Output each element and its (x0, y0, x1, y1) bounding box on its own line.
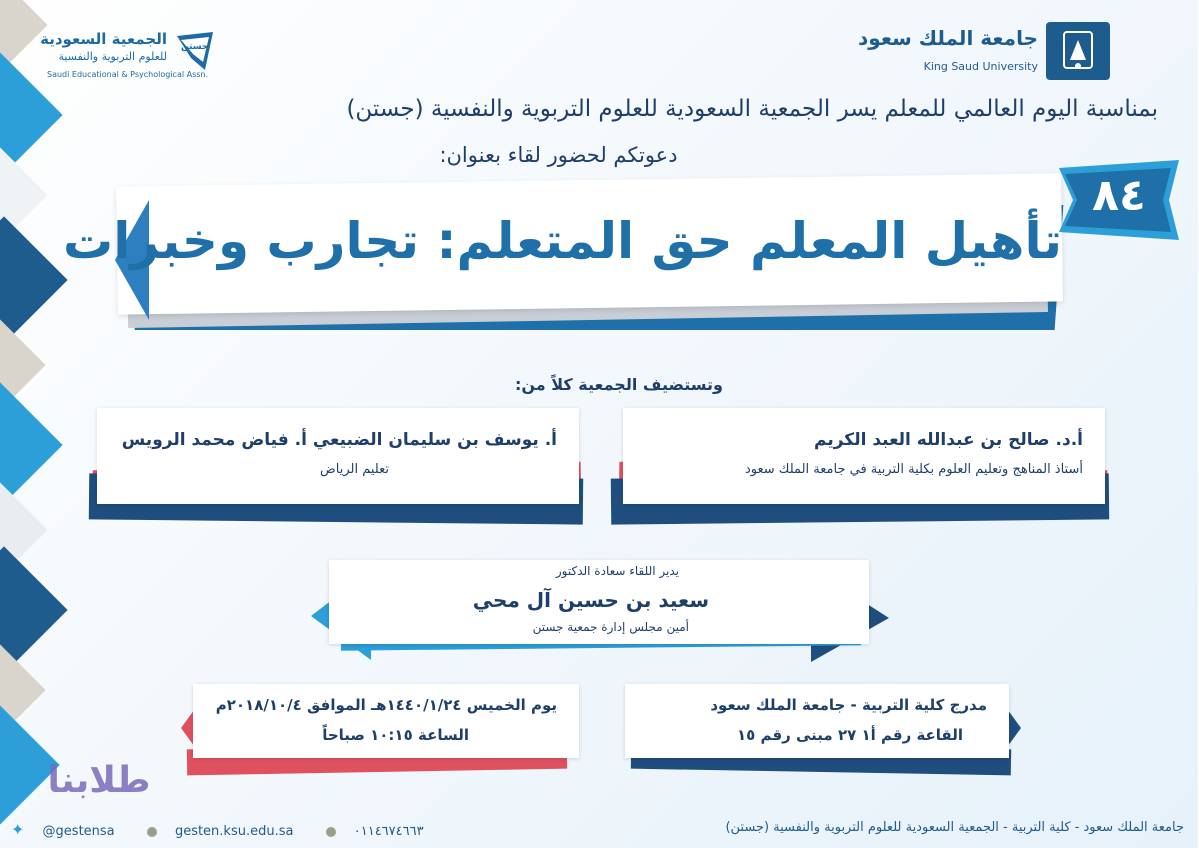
datetime-line-2: الساعة ١٠:١٥ صباحاً (323, 726, 470, 744)
footer-contacts (12, 820, 453, 839)
event-title: تأهيل المعلم حق المتعلم: تجارب وخبرات (64, 212, 1063, 270)
gesten-name-line-2: للعلوم التربوية والنفسية (59, 50, 168, 63)
gesten-mark-text: جستن (182, 42, 210, 52)
twitter-handle: @gestensa (43, 824, 116, 839)
gesten-emblem-icon (172, 28, 220, 74)
phone-dot-icon (327, 827, 337, 837)
ksu-logo (859, 22, 1111, 82)
ksu-name: جامعة الملك سعود (859, 26, 1039, 50)
speaker-1-name: أ.د. صالح بن عبدالله العبد الكريم (815, 430, 1084, 450)
moderator-panel (330, 560, 870, 644)
speaker-2-card (88, 406, 588, 528)
moderator-card (312, 560, 892, 660)
moderator-name: سعيد بن حسين آل محي (473, 588, 710, 612)
twitter-icon: ✦ (12, 820, 26, 839)
speaker-1-panel (624, 408, 1106, 504)
moderator-label: يدير اللقاء سعادة الدكتور (556, 564, 680, 578)
gesten-name-line-1: الجمعية السعودية (41, 30, 168, 48)
phone-number: ٠١١٤٦٧٤٦٦٣ (354, 824, 425, 839)
speaker-2-names: أ. يوسف بن سليمان الضبيعي أ. فياض محمد الرويس (122, 430, 558, 450)
watermark-text: طلابنا (48, 760, 152, 801)
website-dot-icon (148, 827, 158, 837)
talabna-watermark (40, 752, 160, 814)
venue-line-2: القاعة رقم أ١ ٢٧ مبنى رقم ١٥ (738, 726, 964, 744)
venue-panel (626, 684, 1010, 758)
twitter-contact[interactable] (12, 820, 134, 839)
speaker-1-card (612, 406, 1112, 528)
hosts-label: وتستضيف الجمعية كلاً من: (516, 375, 724, 394)
decor-diamond (0, 216, 69, 343)
decor-diamond (0, 381, 64, 508)
venue-line-1: مدرج كلية التربية - جامعة الملك سعود (711, 696, 988, 714)
website-url: gesten.ksu.edu.sa (175, 824, 295, 839)
datetime-line-1: يوم الخميس ١٤٤٠/١/٢٤هـ الموافق ٢٠١٨/١٠/٤م (216, 696, 558, 714)
event-number-badge (1060, 160, 1180, 240)
phone-contact[interactable] (327, 824, 439, 839)
website-contact[interactable] (148, 824, 313, 839)
intro-line-2: دعوتكم لحضور لقاء بعنوان: (440, 143, 679, 167)
speaker-2-role: تعليم الرياض (321, 462, 390, 477)
speaker-1-role: أستاذ المناهج وتعليم العلوم بكلية التربية في جامعة الملك سعود (746, 462, 1084, 477)
speaker-2-panel (98, 408, 580, 504)
gesten-logo (41, 26, 248, 86)
ksu-emblem-icon (1047, 22, 1111, 80)
ksu-name-en: King Saud University (924, 60, 1039, 73)
gesten-name-en: Saudi Educational & Psychological Assn. (48, 70, 210, 79)
event-number: ٨٤ (1093, 170, 1147, 221)
datetime-card (182, 684, 586, 784)
footer-organizers: جامعة الملك سعود - كلية التربية - الجمعية السعودية للعلوم التربوية والنفسية (جستن) (726, 820, 1185, 835)
moderator-role: أمين مجلس إدارة جمعية جستن (533, 620, 690, 634)
datetime-panel (194, 684, 580, 758)
venue-card (618, 684, 1022, 784)
intro-line-1: بمناسبة اليوم العالمي للمعلم يسر الجمعية السعودية للعلوم التربوية والنفسية (جستن) (347, 96, 1159, 122)
